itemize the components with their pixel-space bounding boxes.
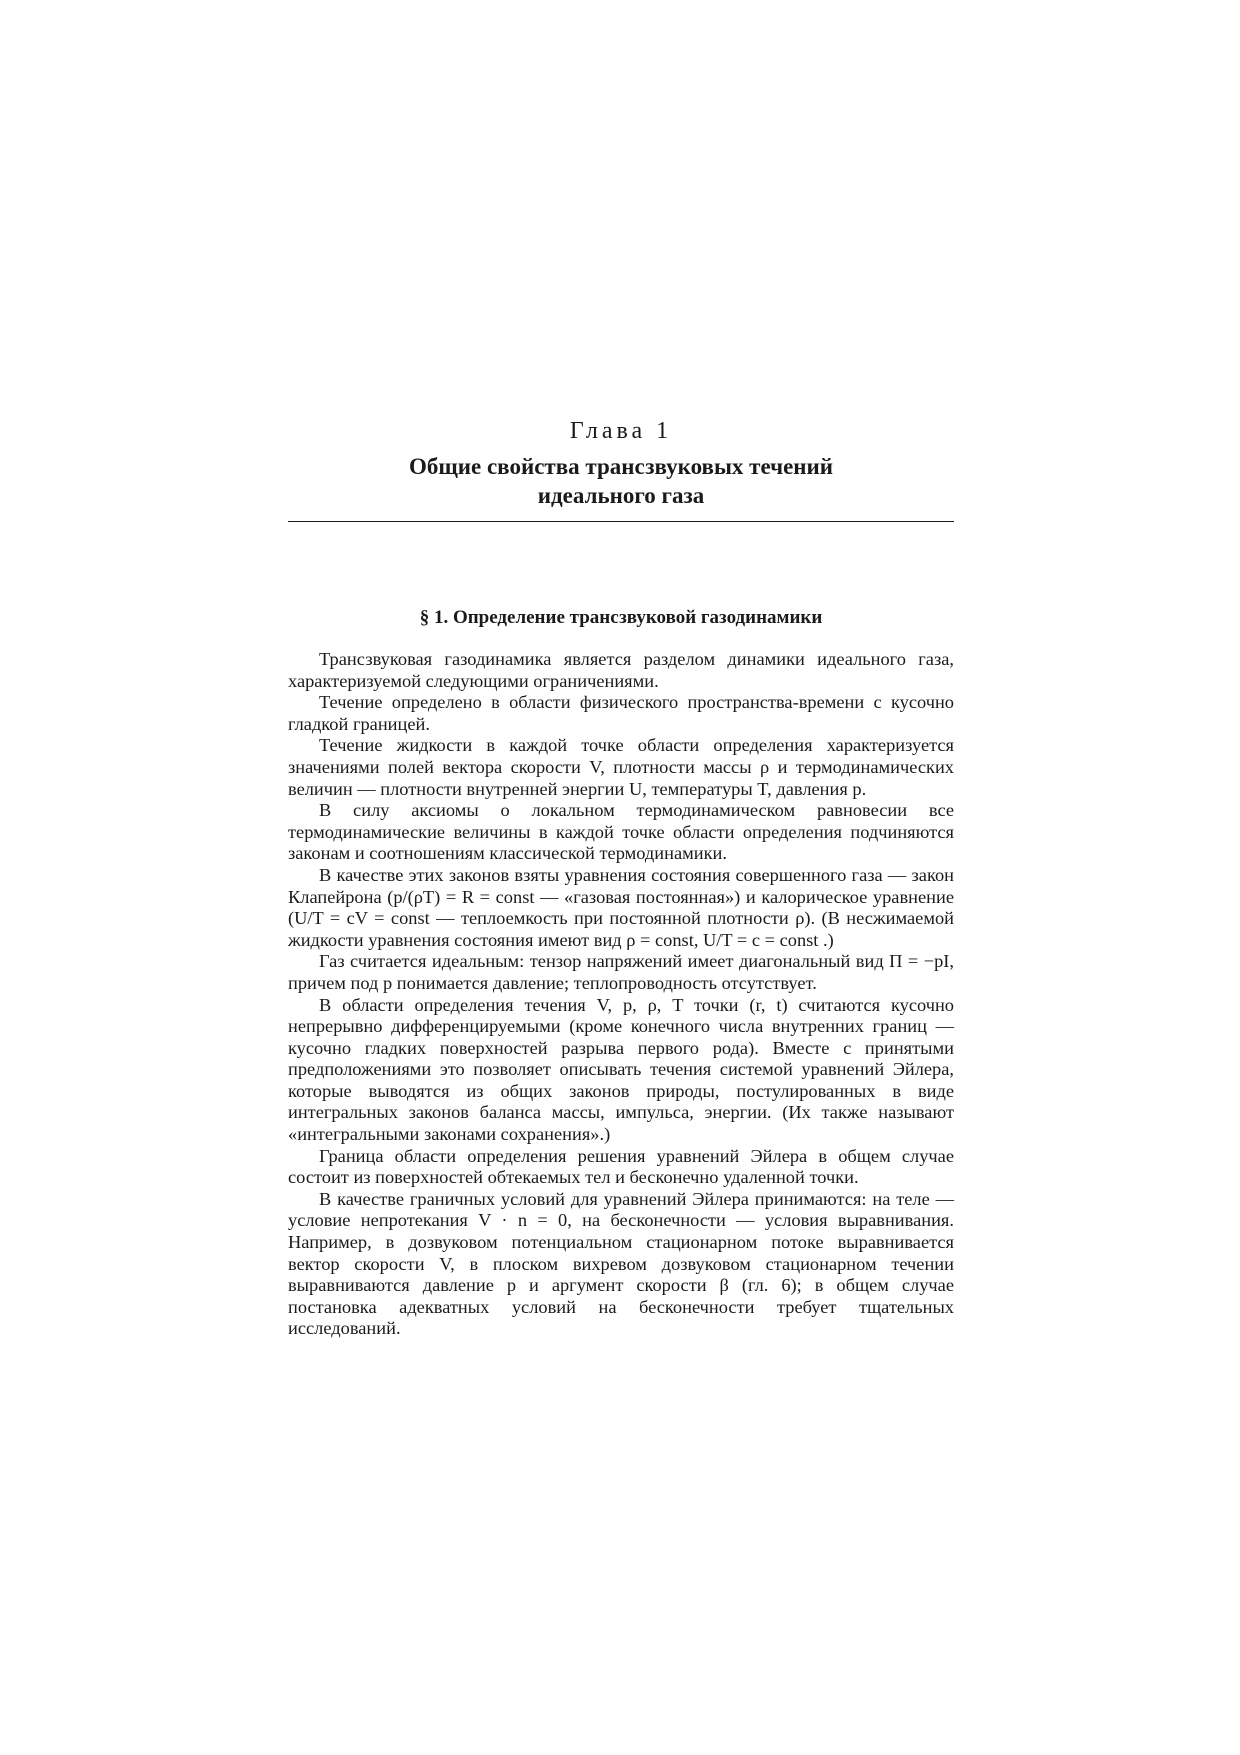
paragraph: Течение определено в области физического пространства-времени с кусочно гладкой границей. [288,692,954,734]
paragraph: В силу аксиомы о локальном термодинамическом равновесии все термодинамические величины в каждой точке области определения подчиняются законам и соотношениям классической термодинамики. [288,800,954,864]
paragraph: В качестве граничных условий для уравнений Эйлера принимаются: на теле — условие непротекания V · n = 0, на бесконечности — условия выравнивания. Например, в дозвуковом потенциальном стационарном потоке выравнивается вектор скорости V, в плоском вихревом дозвуковом стационарном течении выравниваются давление p и аргумент скорости β (гл. 6); в общем случае постановка адекватных условий на бесконечности требует тщательных исследований. [288,1188,954,1339]
section-heading: § 1. Определение трансзвуковой газодинамики [419,607,823,628]
paragraph: В области определения течения V, p, ρ, T точки (r, t) считаются кусочно непрерывно дифференцируемыми (кроме конечного числа внутренних границ — кусочно гладких поверхностей разрыва первого рода). Вместе с принятыми предположениями это позволяет описывать течения системой уравнений Эйлера, которые выводятся из общих законов природы, постулированных в виде интегральных законов баланса массы, импульса, энергии. (Их также называют «интегральными законами сохранения».) [288,994,954,1145]
book-page [288,0,954,1755]
title-divider [288,521,954,522]
paragraph: В качестве этих законов взяты уравнения состояния совершенного газа — закон Клапейрона (p/(ρT) = R = const — «газовая постоянная») и калорическое уравнение (U/T = cV = const — теплоемкость при постоянной плотности ρ). (В несжимаемой жидкости уравнения состояния имеют вид ρ = const, U/T = c = const .) [288,864,954,950]
chapter-title-line-2: идеального газа [537,483,705,508]
paragraph: Течение жидкости в каждой точке области определения характеризуется значениями полей вектора скорости V, плотности массы ρ и термодинамических величин — плотности внутренней энергии U, температуры T, давления p. [288,735,954,799]
body-text [288,649,954,1340]
chapter-title-line-1: Общие свойства трансзвуковых течений [408,454,834,479]
chapter-label: Глава 1 [569,418,673,444]
paragraph: Граница области определения решения уравнений Эйлера в общем случае состоит из поверхностей обтекаемых тел и бесконечно удаленной точки. [288,1145,954,1188]
paragraph: Газ считается идеальным: тензор напряжений имеет диагональный вид Π = −pI, причем под p понимается давление; теплопроводность отсутствует. [288,951,954,993]
chapter-title [288,452,954,510]
paragraph: Трансзвуковая газодинамика является разделом динамики идеального газа, характеризуемой следующими ограничениями. [288,649,954,691]
